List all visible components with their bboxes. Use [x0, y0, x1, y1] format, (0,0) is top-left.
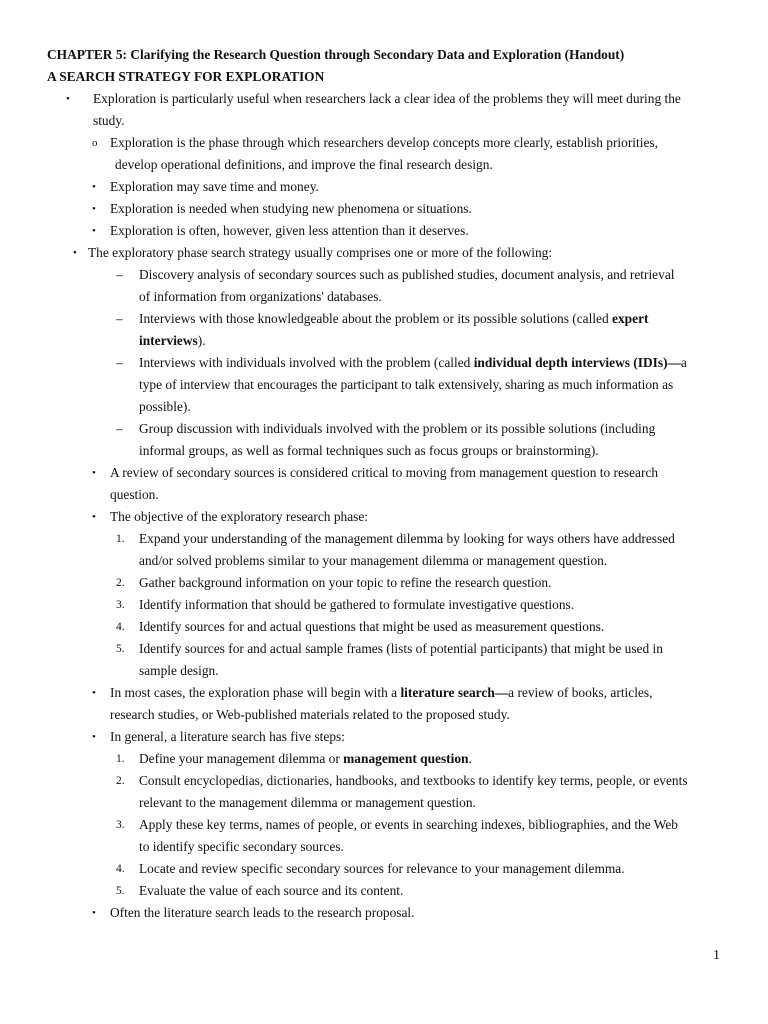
bullet-text: In most cases, the exploration phase will begin with a literature search—a review of books, articles, — [110, 685, 653, 700]
sub-bullet-marker: o — [92, 137, 98, 149]
dash-item-text: interviews). — [139, 333, 206, 348]
bullet-marker: • — [73, 247, 77, 259]
dash-item-text: Interviews with those knowledgeable about the problem or its possible solutions (called expert — [139, 311, 649, 326]
list-item-text: Identify information that should be gathered to formulate investigative questions. — [139, 597, 575, 612]
bullet-text: In general, a literature search has five steps: — [110, 729, 345, 744]
list-item-text: Expand your understanding of the management dilemma by looking for ways others have addressed — [139, 531, 675, 546]
bullet-marker: • — [92, 181, 96, 193]
dash-item-text: possible). — [139, 399, 191, 414]
list-number: 4. — [116, 863, 125, 875]
sub-bullet-text: Exploration is the phase through which researchers develop concepts more clearly, establish priorities, — [110, 135, 658, 150]
list-number: 2. — [116, 775, 125, 787]
bullet-text: The exploratory phase search strategy usually comprises one or more of the following: — [88, 245, 553, 260]
bullet-text: Exploration is particularly useful when researchers lack a clear idea of the problems they will meet during the — [93, 91, 681, 106]
bullet-text: study. — [93, 113, 125, 128]
dash-item-text: informal groups, as well as formal techniques such as focus groups or brainstorming). — [139, 443, 599, 458]
bold-term: interviews — [139, 333, 198, 348]
bullet-text: Exploration is needed when studying new phenomena or situations. — [110, 201, 472, 216]
bold-term: literature search— — [400, 685, 509, 700]
dash-marker: – — [116, 421, 123, 436]
list-item-text: and/or solved problems similar to your management dilemma or management question. — [139, 553, 608, 568]
list-item-text: Identify sources for and actual questions that might be used as measurement questions. — [139, 619, 605, 634]
list-item-text: Gather background information on your topic to refine the research question. — [139, 575, 552, 590]
dash-item-text: Discovery analysis of secondary sources such as published studies, document analysis, and retrieval — [139, 267, 675, 282]
bullet-marker: • — [66, 93, 70, 105]
bullet-marker: • — [92, 731, 96, 743]
list-number: 4. — [116, 621, 125, 633]
bullet-marker: • — [92, 225, 96, 237]
bullet-text: Exploration is often, however, given less attention than it deserves. — [110, 223, 469, 238]
list-item-text: to identify specific secondary sources. — [139, 839, 344, 854]
bullet-text: The objective of the exploratory research phase: — [110, 509, 369, 524]
section-heading: A SEARCH STRATEGY FOR EXPLORATION — [47, 69, 325, 84]
dash-item-text: type of interview that encourages the participant to talk extensively, sharing as much information as — [139, 377, 674, 392]
bullet-text: question. — [110, 487, 159, 502]
list-item-text: Consult encyclopedias, dictionaries, handbooks, and textbooks to identify key terms, people, or events — [139, 773, 688, 788]
bullet-text: research studies, or Web-published materials related to the proposed study. — [110, 707, 510, 722]
list-item-text: Apply these key terms, names of people, or events in searching indexes, bibliographies, and the Web — [139, 817, 678, 832]
bullet-marker: • — [92, 907, 96, 919]
list-item-text: Locate and review specific secondary sources for relevance to your management dilemma. — [139, 861, 625, 876]
bullet-marker: • — [92, 687, 96, 699]
dash-item-text: of information from organizations' databases. — [139, 289, 382, 304]
page-number: 1 — [713, 948, 720, 963]
dash-marker: – — [116, 267, 123, 282]
bullet-marker: • — [92, 511, 96, 523]
sub-bullet-text: develop operational definitions, and improve the final research design. — [115, 157, 493, 172]
list-number: 2. — [116, 577, 125, 589]
list-number: 3. — [116, 819, 125, 831]
bullet-text: Exploration may save time and money. — [110, 179, 319, 194]
list-item-text: Define your management dilemma or management question. — [139, 751, 472, 766]
list-number: 5. — [116, 885, 125, 897]
list-item-text: sample design. — [139, 663, 219, 678]
bullet-text: Often the literature search leads to the research proposal. — [110, 905, 415, 920]
bullet-text: A review of secondary sources is considered critical to moving from management question to research — [110, 465, 659, 480]
list-item-text: Identify sources for and actual sample frames (lists of potential participants) that might be used in — [139, 641, 663, 656]
dash-item-text: Group discussion with individuals involved with the problem or its possible solutions (including — [139, 421, 656, 436]
bullet-marker: • — [92, 203, 96, 215]
list-item-text: relevant to the management dilemma or management question. — [139, 795, 476, 810]
document-title: CHAPTER 5: Clarifying the Research Question through Secondary Data and Exploration (Handout) — [47, 47, 625, 62]
dash-marker: – — [116, 311, 123, 326]
list-number: 1. — [116, 753, 125, 765]
list-number: 3. — [116, 599, 125, 611]
dash-item-text: Interviews with individuals involved with the problem (called individual depth interviews (IDIs)—a — [139, 355, 687, 370]
list-number: 1. — [116, 533, 125, 545]
list-number: 5. — [116, 643, 125, 655]
bold-term: management question — [343, 751, 469, 766]
list-item-text: Evaluate the value of each source and its content. — [139, 883, 404, 898]
bold-term: individual depth interviews (IDIs)— — [473, 355, 681, 370]
bullet-marker: • — [92, 467, 96, 479]
bold-term: expert — [612, 311, 649, 326]
dash-marker: – — [116, 355, 123, 370]
